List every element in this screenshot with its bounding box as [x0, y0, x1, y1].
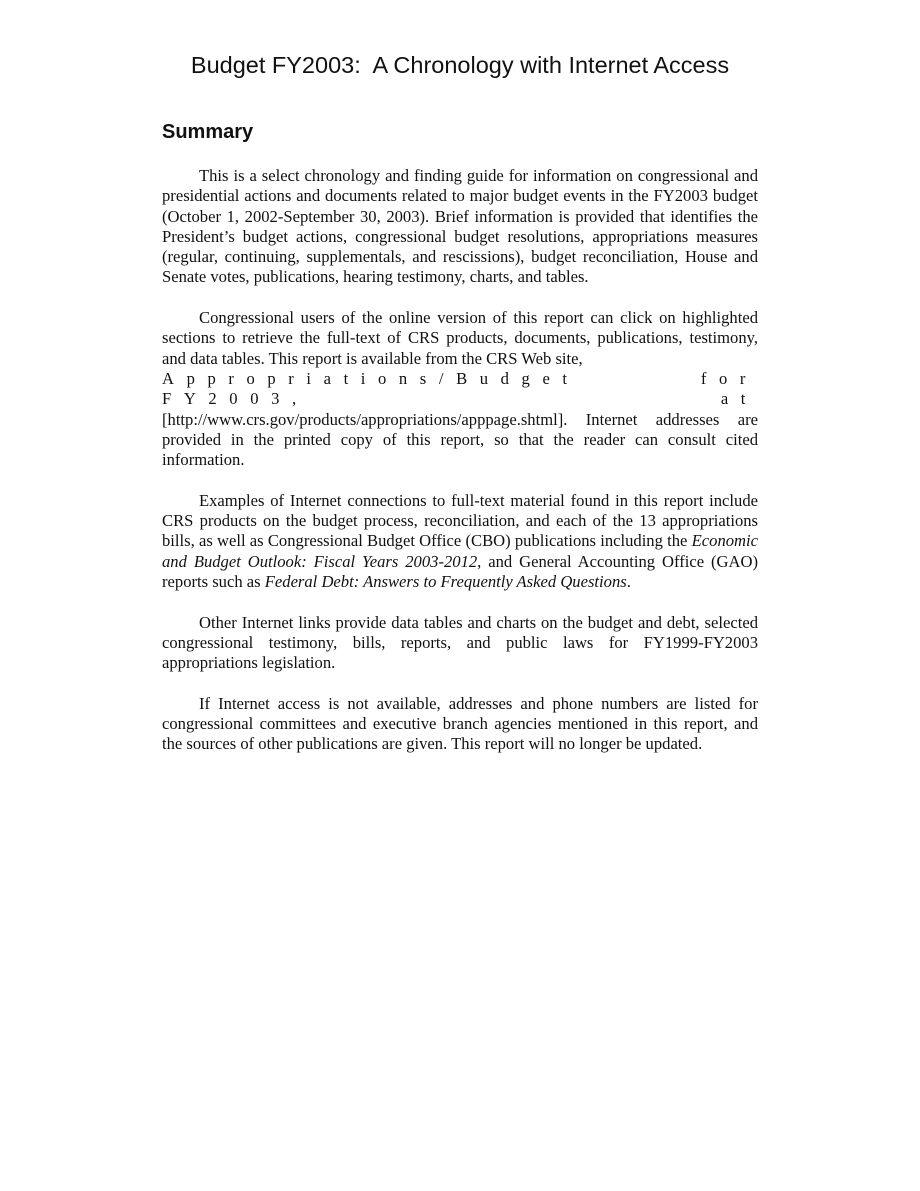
paragraph-internet-examples-end: .: [626, 571, 631, 591]
paragraph-internet-examples-text-2: , and General Accounting Office (GAO) reports such as: [162, 551, 758, 591]
paragraph-internet-examples: [162, 491, 758, 592]
paragraph-online-users-text: Congressional users of the online version of this report can click on highlighted sections to retrieve the full-text of CRS products, documents, publications, testimony, and data tables. This report is available from the CRS Web site,: [162, 308, 758, 368]
gao-report-title[interactable]: Federal Debt: Answers to Frequently Asked Questions: [264, 571, 627, 591]
document-title: Budget FY2003: A Chronology with Internet Access: [190, 52, 730, 78]
crs-web-site-reference[interactable]: Appropriations/Budget for FY2003, at: [162, 368, 758, 409]
paragraph-internet-examples-text: Examples of Internet connections to full-text material found in this report include CRS products on the budget process, reconciliation, and each of the 13 appropriations bills, as well as Congressional Budget Office (CBO) publications including the: [162, 490, 758, 551]
paragraph-no-internet: If Internet access is not available, addresses and phone numbers are listed for congressional committees and executive branch agencies mentioned in this report, and the sources of other publications are given. This report will no longer be updated.: [162, 693, 758, 754]
cbo-publication-title[interactable]: Economic and Budget Outlook: Fiscal Years 2003-2012: [162, 531, 758, 571]
paragraph-chronology-intro: This is a select chronology and finding guide for information on congressional and presidential actions and documents related to major budget events in the FY2003 budget (October 1, 2002-September 30, 2003). Brief information is provided that identifies the President’s budget actions, congressional budget resolutions, appropriations measures (regular, continuing, supplementals, and rescissions), budget reconciliation, House and Senate votes, publications, hearing testimony, charts, and tables.: [162, 166, 758, 287]
crs-web-site-url[interactable]: [http://www.crs.gov/products/appropriations/apppage.shtml]. Internet addresses are provided in the printed copy of this report, so that the reader can consult cited information.: [162, 409, 758, 470]
summary-body: [162, 166, 758, 755]
section-heading-summary: Summary: [162, 121, 254, 143]
paragraph-other-links: Other Internet links provide data tables and charts on the budget and debt, selected congressional testimony, bills, reports, and public laws for FY1999-FY2003 appropriations legislation.: [162, 612, 758, 673]
paragraph-online-users: [162, 308, 758, 470]
